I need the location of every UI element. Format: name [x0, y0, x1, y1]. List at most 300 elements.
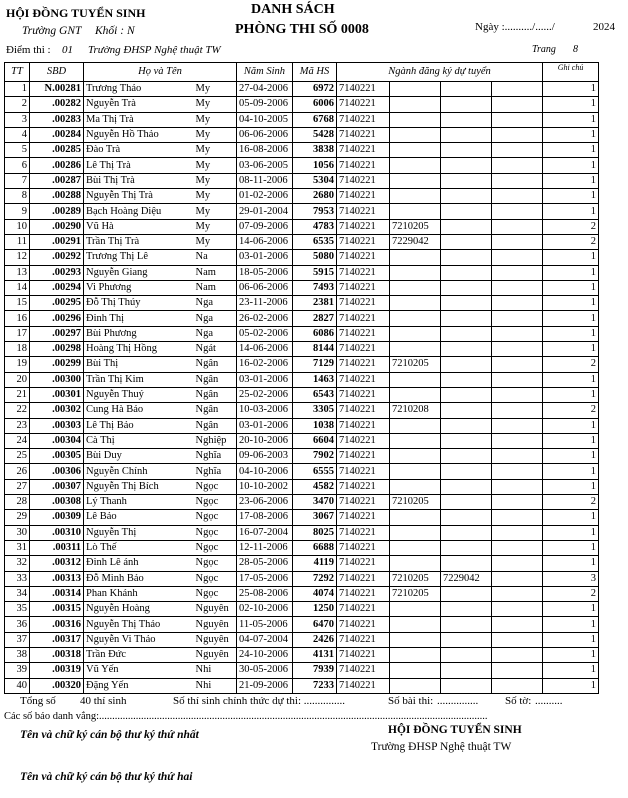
major-1-cell: 7140221: [337, 357, 390, 372]
col-header-name: Họ và Tên: [84, 63, 237, 82]
note-cell: 1: [543, 602, 599, 617]
sbd-cell: .00290: [30, 219, 84, 234]
major-1-cell: 7140221: [337, 663, 390, 678]
major-2-cell: [390, 632, 441, 647]
note-cell: 1: [543, 678, 599, 693]
student-code-cell: 4074: [293, 586, 337, 601]
note-cell: 1: [543, 418, 599, 433]
major-1-cell: 7140221: [337, 326, 390, 341]
given-name-cell: Ngân: [194, 357, 237, 372]
sbd-cell: .00311: [30, 540, 84, 555]
student-code-cell: 3305: [293, 403, 337, 418]
surname-cell: Trần Đức: [84, 647, 194, 662]
student-code-cell: 6972: [293, 82, 337, 97]
student-code-cell: 6688: [293, 540, 337, 555]
student-code-cell: 3067: [293, 510, 337, 525]
major-4-cell: [492, 525, 543, 540]
major-2-cell: 7210205: [390, 219, 441, 234]
note-cell: 1: [543, 617, 599, 632]
note-cell: 2: [543, 495, 599, 510]
col-header-tt: TT: [5, 63, 30, 82]
sbd-cell: .00309: [30, 510, 84, 525]
surname-cell: Hoàng Thị Hồng: [84, 342, 194, 357]
major-4-cell: [492, 189, 543, 204]
table-row: [5, 403, 599, 418]
given-name-cell: Ngọc: [194, 510, 237, 525]
major-3-cell: [441, 143, 492, 158]
dob-cell: 17-08-2006: [237, 510, 293, 525]
school-name: Trường GNT: [22, 25, 82, 37]
note-cell: 1: [543, 173, 599, 188]
tt-cell: 4: [5, 127, 30, 142]
major-1-cell: 7140221: [337, 632, 390, 647]
tt-cell: 32: [5, 556, 30, 571]
table-row: [5, 372, 599, 387]
sbd-cell: .00319: [30, 663, 84, 678]
note-cell: 1: [543, 632, 599, 647]
major-3-cell: [441, 479, 492, 494]
major-3-cell: [441, 82, 492, 97]
table-row: [5, 311, 599, 326]
date-year: 2024: [593, 21, 615, 33]
major-2-cell: [390, 647, 441, 662]
major-3-cell: [441, 97, 492, 112]
surname-cell: Đinh Thị: [84, 311, 194, 326]
major-4-cell: [492, 678, 543, 693]
sbd-cell: .00294: [30, 280, 84, 295]
major-4-cell: [492, 143, 543, 158]
dob-cell: 03-01-2006: [237, 250, 293, 265]
major-2-cell: [390, 143, 441, 158]
sbd-cell: .00308: [30, 495, 84, 510]
sbd-cell: .00285: [30, 143, 84, 158]
student-code-cell: 5915: [293, 265, 337, 280]
note-cell: 1: [543, 479, 599, 494]
note-cell: 1: [543, 280, 599, 295]
major-1-cell: 7140221: [337, 678, 390, 693]
page-number: 8: [573, 44, 578, 55]
surname-cell: Nguyễn Hồ Thảo: [84, 127, 194, 142]
table-row: [5, 280, 599, 295]
note-cell: 1: [543, 97, 599, 112]
major-3-cell: [441, 357, 492, 372]
sbd-cell: .00310: [30, 525, 84, 540]
sbd-cell: .00313: [30, 571, 84, 586]
sbd-cell: .00312: [30, 556, 84, 571]
total-label: Tổng số: [20, 695, 56, 707]
major-3-cell: [441, 296, 492, 311]
note-cell: 2: [543, 234, 599, 249]
student-code-cell: 2827: [293, 311, 337, 326]
student-code-cell: 6543: [293, 387, 337, 402]
major-3-cell: [441, 342, 492, 357]
major-1-cell: 7140221: [337, 204, 390, 219]
given-name-cell: Nghĩa: [194, 449, 237, 464]
major-2-cell: [390, 127, 441, 142]
sbd-cell: .00301: [30, 387, 84, 402]
student-code-cell: 6006: [293, 97, 337, 112]
major-2-cell: [390, 540, 441, 555]
major-4-cell: [492, 82, 543, 97]
major-4-cell: [492, 204, 543, 219]
tt-cell: 25: [5, 449, 30, 464]
note-cell: 1: [543, 127, 599, 142]
dob-cell: 23-11-2006: [237, 296, 293, 311]
table-row: [5, 663, 599, 678]
major-3-cell: [441, 387, 492, 402]
student-code-cell: 6086: [293, 326, 337, 341]
major-1-cell: 7140221: [337, 449, 390, 464]
major-1-cell: 7140221: [337, 265, 390, 280]
tt-cell: 24: [5, 433, 30, 448]
tt-cell: 37: [5, 632, 30, 647]
table-row: [5, 250, 599, 265]
student-code-cell: 7292: [293, 571, 337, 586]
footer-council: HỘI ĐỒNG TUYỂN SINH: [388, 724, 522, 736]
major-4-cell: [492, 418, 543, 433]
tt-cell: 3: [5, 112, 30, 127]
table-row: [5, 540, 599, 555]
surname-cell: Lê Thị Bảo: [84, 418, 194, 433]
surname-cell: Đỗ Minh Bảo: [84, 571, 194, 586]
student-code-cell: 2381: [293, 296, 337, 311]
dob-cell: 16-07-2004: [237, 525, 293, 540]
table-row: [5, 326, 599, 341]
exam-site-label: Điểm thi :: [6, 44, 51, 56]
note-cell: 1: [543, 342, 599, 357]
tt-cell: 30: [5, 525, 30, 540]
dob-cell: 04-10-2005: [237, 112, 293, 127]
student-code-cell: 7493: [293, 280, 337, 295]
major-4-cell: [492, 556, 543, 571]
surname-cell: Nguyễn Thị Trà: [84, 189, 194, 204]
student-code-cell: 7129: [293, 357, 337, 372]
papers-label: Số bài thi:: [388, 695, 434, 707]
student-code-cell: 4119: [293, 556, 337, 571]
sbd-cell: .00289: [30, 204, 84, 219]
major-4-cell: [492, 571, 543, 586]
council-name: HỘI ĐỒNG TUYỂN SINH: [6, 6, 146, 20]
major-1-cell: 7140221: [337, 143, 390, 158]
dob-cell: 26-02-2006: [237, 311, 293, 326]
given-name-cell: Nam: [194, 265, 237, 280]
major-2-cell: [390, 342, 441, 357]
major-1-cell: 7140221: [337, 556, 390, 571]
tt-cell: 1: [5, 82, 30, 97]
major-1-cell: 7140221: [337, 372, 390, 387]
dob-cell: 23-06-2006: [237, 495, 293, 510]
major-4-cell: [492, 173, 543, 188]
major-1-cell: 7140221: [337, 173, 390, 188]
major-3-cell: [441, 418, 492, 433]
tt-cell: 33: [5, 571, 30, 586]
sbd-cell: .00291: [30, 234, 84, 249]
surname-cell: Ma Thị Trà: [84, 112, 194, 127]
given-name-cell: My: [194, 82, 237, 97]
student-code-cell: 1038: [293, 418, 337, 433]
major-3-cell: [441, 158, 492, 173]
major-4-cell: [492, 617, 543, 632]
major-3-cell: [441, 632, 492, 647]
surname-cell: Lê Bảo: [84, 510, 194, 525]
student-code-cell: 5428: [293, 127, 337, 142]
given-name-cell: Nguyên: [194, 617, 237, 632]
major-3-cell: [441, 265, 492, 280]
major-3-cell: [441, 372, 492, 387]
sbd-cell: .00306: [30, 464, 84, 479]
dob-cell: 24-10-2006: [237, 647, 293, 662]
major-4-cell: [492, 602, 543, 617]
student-code-cell: 2426: [293, 632, 337, 647]
note-cell: 1: [543, 449, 599, 464]
given-name-cell: Nga: [194, 311, 237, 326]
surname-cell: Trần Thị Kim: [84, 372, 194, 387]
dob-cell: 27-04-2006: [237, 82, 293, 97]
major-1-cell: 7140221: [337, 525, 390, 540]
major-2-cell: [390, 112, 441, 127]
major-4-cell: [492, 296, 543, 311]
major-2-cell: [390, 97, 441, 112]
note-cell: 1: [543, 433, 599, 448]
dob-cell: 10-10-2002: [237, 479, 293, 494]
dob-cell: 20-10-2006: [237, 433, 293, 448]
note-cell: 2: [543, 586, 599, 601]
major-4-cell: [492, 403, 543, 418]
note-cell: 1: [543, 372, 599, 387]
dob-cell: 14-06-2006: [237, 234, 293, 249]
note-cell: 1: [543, 647, 599, 662]
surname-cell: Trương Thảo: [84, 82, 194, 97]
tt-cell: 28: [5, 495, 30, 510]
sbd-cell: .00315: [30, 602, 84, 617]
note-cell: 1: [543, 510, 599, 525]
table-row: [5, 678, 599, 693]
major-3-cell: [441, 204, 492, 219]
student-code-cell: 6768: [293, 112, 337, 127]
major-4-cell: [492, 663, 543, 678]
doc-title: DANH SÁCH: [251, 2, 335, 17]
table-row: [5, 342, 599, 357]
surname-cell: Đinh Lê ánh: [84, 556, 194, 571]
tt-cell: 27: [5, 479, 30, 494]
dob-cell: 14-06-2006: [237, 342, 293, 357]
sbd-cell: .00320: [30, 678, 84, 693]
surname-cell: Phan Khánh: [84, 586, 194, 601]
given-name-cell: Ngân: [194, 372, 237, 387]
table-row: [5, 433, 599, 448]
student-code-cell: 4131: [293, 647, 337, 662]
major-4-cell: [492, 311, 543, 326]
major-2-cell: [390, 158, 441, 173]
major-1-cell: 7140221: [337, 234, 390, 249]
sbd-cell: .00307: [30, 479, 84, 494]
given-name-cell: My: [194, 189, 237, 204]
major-2-cell: [390, 525, 441, 540]
major-1-cell: 7140221: [337, 82, 390, 97]
major-1-cell: 7140221: [337, 647, 390, 662]
major-4-cell: [492, 449, 543, 464]
given-name-cell: Ngọc: [194, 495, 237, 510]
signer-1-label: Tên và chữ ký cán bộ thư ký thứ nhất: [20, 729, 199, 741]
dob-cell: 16-08-2006: [237, 143, 293, 158]
tt-cell: 23: [5, 418, 30, 433]
sbd-cell: .00284: [30, 127, 84, 142]
note-cell: 1: [543, 250, 599, 265]
major-4-cell: [492, 647, 543, 662]
note-cell: 2: [543, 403, 599, 418]
major-2-cell: [390, 265, 441, 280]
major-3-cell: [441, 540, 492, 555]
sbd-cell: .00303: [30, 418, 84, 433]
table-row: [5, 617, 599, 632]
dob-cell: 10-03-2006: [237, 403, 293, 418]
major-4-cell: [492, 586, 543, 601]
surname-cell: Nguyễn Chính: [84, 464, 194, 479]
major-4-cell: [492, 234, 543, 249]
dob-cell: 03-01-2006: [237, 418, 293, 433]
dob-cell: 06-06-2006: [237, 280, 293, 295]
major-2-cell: [390, 433, 441, 448]
total-value: 40 thí sinh: [80, 695, 127, 707]
note-cell: 1: [543, 540, 599, 555]
given-name-cell: Na: [194, 250, 237, 265]
dob-cell: 01-02-2006: [237, 189, 293, 204]
given-name-cell: Ngọc: [194, 571, 237, 586]
papers-dots: ...............: [437, 695, 479, 707]
sbd-cell: .00304: [30, 433, 84, 448]
surname-cell: Nguyễn Trà: [84, 97, 194, 112]
sbd-cell: .00302: [30, 403, 84, 418]
dob-cell: 02-10-2006: [237, 602, 293, 617]
surname-cell: Cung Hà Bảo: [84, 403, 194, 418]
major-3-cell: [441, 173, 492, 188]
dob-cell: 25-08-2006: [237, 586, 293, 601]
sbd-cell: .00298: [30, 342, 84, 357]
surname-cell: Bùi Thị Trà: [84, 173, 194, 188]
major-2-cell: [390, 326, 441, 341]
tt-cell: 26: [5, 464, 30, 479]
tt-cell: 18: [5, 342, 30, 357]
sbd-cell: .00286: [30, 158, 84, 173]
tt-cell: 17: [5, 326, 30, 341]
tt-cell: 34: [5, 586, 30, 601]
table-row: [5, 495, 599, 510]
student-code-cell: 6604: [293, 433, 337, 448]
sbd-cell: .00288: [30, 189, 84, 204]
major-2-cell: [390, 372, 441, 387]
major-4-cell: [492, 479, 543, 494]
official-count: Số thí sinh chính thức dự thi: ...............: [173, 695, 346, 707]
col-header-ms: Mã HS: [293, 63, 337, 82]
major-4-cell: [492, 464, 543, 479]
major-4-cell: [492, 433, 543, 448]
sbd-cell: .00300: [30, 372, 84, 387]
table-row: [5, 647, 599, 662]
surname-cell: Trần Thị Trà: [84, 234, 194, 249]
dob-cell: 07-09-2006: [237, 219, 293, 234]
table-row: [5, 387, 599, 402]
major-1-cell: 7140221: [337, 433, 390, 448]
footer-school: Trường ĐHSP Nghệ thuật TW: [371, 741, 512, 753]
student-code-cell: 6555: [293, 464, 337, 479]
major-3-cell: [441, 403, 492, 418]
dob-cell: 18-05-2006: [237, 265, 293, 280]
major-2-cell: [390, 464, 441, 479]
major-2-cell: [390, 678, 441, 693]
major-1-cell: 7140221: [337, 311, 390, 326]
student-code-cell: 2680: [293, 189, 337, 204]
sbd-cell: .00292: [30, 250, 84, 265]
table-row: [5, 173, 599, 188]
tt-cell: 14: [5, 280, 30, 295]
major-1-cell: 7140221: [337, 617, 390, 632]
major-3-cell: [441, 647, 492, 662]
surname-cell: Nguyễn Thuý: [84, 387, 194, 402]
student-code-cell: 1463: [293, 372, 337, 387]
block-label: Khối : N: [95, 25, 135, 37]
sbd-cell: .00316: [30, 617, 84, 632]
table-row: [5, 234, 599, 249]
table-row: [5, 112, 599, 127]
major-3-cell: [441, 510, 492, 525]
major-3-cell: [441, 464, 492, 479]
table-header-row: [5, 63, 599, 82]
candidate-table: [4, 62, 599, 694]
major-1-cell: 7140221: [337, 602, 390, 617]
major-3-cell: [441, 250, 492, 265]
given-name-cell: Ngọc: [194, 586, 237, 601]
tt-cell: 15: [5, 296, 30, 311]
exam-site-code: 01: [62, 44, 73, 56]
page-label: Trang: [532, 44, 556, 55]
student-code-cell: 5304: [293, 173, 337, 188]
col-header-dob: Năm Sinh: [237, 63, 293, 82]
sbd-cell: .00317: [30, 632, 84, 647]
dob-cell: 21-09-2006: [237, 678, 293, 693]
surname-cell: Nguyễn Giang: [84, 265, 194, 280]
dob-cell: 03-06-2005: [237, 158, 293, 173]
dob-cell: 05-09-2006: [237, 97, 293, 112]
given-name-cell: My: [194, 173, 237, 188]
major-3-cell: [441, 678, 492, 693]
surname-cell: Bùi Phương: [84, 326, 194, 341]
tt-cell: 29: [5, 510, 30, 525]
table-row: [5, 82, 599, 97]
surname-cell: Vi Phương: [84, 280, 194, 295]
dob-cell: 25-02-2006: [237, 387, 293, 402]
tt-cell: 38: [5, 647, 30, 662]
major-1-cell: 7140221: [337, 510, 390, 525]
table-row: [5, 158, 599, 173]
major-4-cell: [492, 632, 543, 647]
dob-cell: 28-05-2006: [237, 556, 293, 571]
surname-cell: Lý Thanh: [84, 495, 194, 510]
major-1-cell: 7140221: [337, 586, 390, 601]
major-4-cell: [492, 342, 543, 357]
tt-cell: 10: [5, 219, 30, 234]
note-cell: 1: [543, 663, 599, 678]
table-row: [5, 127, 599, 142]
student-code-cell: 7953: [293, 204, 337, 219]
major-1-cell: 7140221: [337, 280, 390, 295]
sbd-cell: .00299: [30, 357, 84, 372]
major-4-cell: [492, 372, 543, 387]
dob-cell: 17-05-2006: [237, 571, 293, 586]
major-4-cell: [492, 387, 543, 402]
major-3-cell: [441, 311, 492, 326]
surname-cell: Lê Thị Trà: [84, 158, 194, 173]
major-2-cell: [390, 387, 441, 402]
